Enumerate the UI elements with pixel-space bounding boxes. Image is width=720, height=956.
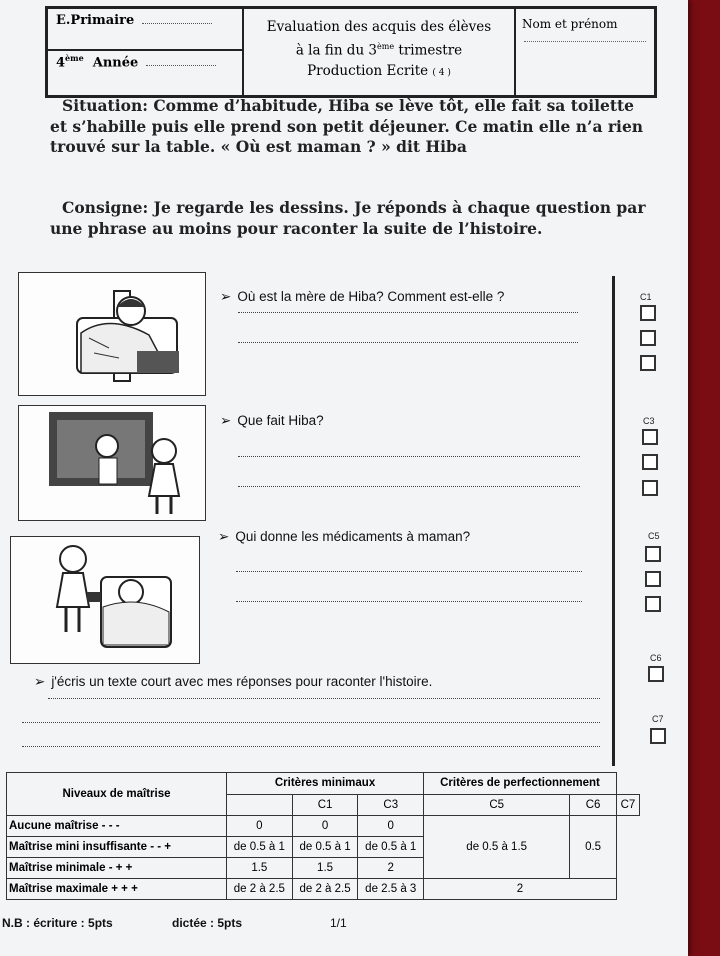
score-box[interactable] [640,305,656,321]
answer-line[interactable] [22,746,600,747]
arrow-icon: ➢ [34,674,46,689]
year-sup: ème [65,53,84,63]
score-box[interactable] [645,596,661,612]
grid-header-row [7,773,640,795]
grid-c67-last: 2 [424,879,617,900]
grid-header-levels: Niveaux de maîtrise [7,773,227,816]
crit-label-c5: C5 [648,531,660,541]
grid-col-c5: C5 [424,794,570,816]
table-row: Maîtrise minimale - + + 1.5 1.5 2 [7,858,640,879]
grid-c7-value: 0.5 [570,816,617,879]
table-row: Maîtrise mini insuffisante - - + de 0.5 à 1 de 0.5 à 1 de 0.5 à 1 [7,837,640,858]
answer-line[interactable] [48,698,600,699]
medicine-illustration [11,537,200,664]
consigne-text: Consigne: Je regarde les dessins. Je réponds à chaque question par une phrase au moins pour raconter la suite de l’histoire. [50,198,646,238]
grid-col-c6: C6 [570,794,617,816]
score-box[interactable] [640,330,656,346]
table-row: Aucune maîtrise - - - 0 0 0 de 0.5 à 1.5 0.5 [7,816,640,837]
answer-line[interactable] [238,312,578,313]
final-instruction: ➢ j'écris un texte court avec mes réponses pour raconter l'histoire. [34,674,433,689]
score-box[interactable] [642,480,658,496]
grid-header-min: Critères minimaux [227,773,424,795]
header-school-cell [48,9,244,95]
score-box[interactable] [640,355,656,371]
eval-line-3: Production Ecrite ( 4 ) [307,62,451,79]
grading-grid [6,772,640,900]
year-label: Année [92,55,139,71]
header-eval-cell [244,9,516,95]
answer-line[interactable] [238,486,580,487]
picture-mother-in-bed [18,272,206,396]
school-label: E.Primaire [56,13,135,28]
question-1: ➢ Où est la mère de Hiba? Comment est-elle ? [220,289,505,304]
score-box[interactable] [645,571,661,587]
answer-line[interactable] [238,456,580,457]
answer-line[interactable] [238,342,578,343]
arrow-icon: ➢ [220,413,232,428]
eval-line-1: Evaluation des acquis des élèves [266,19,492,35]
answer-line[interactable] [236,601,582,602]
answer-line[interactable] [22,722,600,723]
score-box[interactable] [648,666,664,682]
crit-label-c1: C1 [640,292,652,302]
answer-line[interactable] [236,571,582,572]
question-3: ➢ Qui donne les médicaments à maman? [218,529,471,544]
grid-col-c1: C1 [292,794,358,816]
page-number: 1/1 [330,916,347,930]
grid-col-c3: C3 [358,794,424,816]
margin-divider [612,276,615,766]
footer-dictee: dictée : 5pts [172,916,243,930]
table-row: Maîtrise maximale + + + de 2 à 2.5 de 2 à 2.5 de 2.5 à 3 2 [7,879,640,900]
picture-medicine [10,536,200,664]
sick-mother-illustration [19,273,206,396]
arrow-icon: ➢ [218,529,230,544]
question-2: ➢ Que fait Hiba? [220,413,324,428]
arrow-icon: ➢ [220,289,232,304]
year-number: 4 [56,55,66,71]
score-box[interactable] [645,546,661,562]
crit-label-c7: C7 [652,714,664,724]
picture-hiba-calls [18,405,206,521]
score-box[interactable] [642,454,658,470]
name-label: Nom et prénom [522,17,618,31]
grid-col-c7: C7 [616,794,639,816]
eval-line-2: à la fin du 3ème trimestre [295,42,463,59]
grid-header-perf: Critères de perfectionnement [424,773,617,795]
score-box[interactable] [650,728,666,744]
crit-label-c6: C6 [650,653,662,663]
header-table [45,6,657,98]
situation-text: Situation: Comme d’habitude, Hiba se lève tôt, elle fait sa toilette et s’habille puis elle prend son petit déjeuner. Ce matin elle n’a rien trouvé sur la table. « Où est maman ? » dit Hiba [50,96,644,156]
score-box[interactable] [642,429,658,445]
footer-nb: N.B : écriture : 5pts [2,916,113,930]
grid-c6-value: de 0.5 à 1.5 [424,816,570,879]
crit-label-c3: C3 [643,416,655,426]
hiba-phone-illustration [19,406,206,521]
header-name-cell [516,9,654,95]
